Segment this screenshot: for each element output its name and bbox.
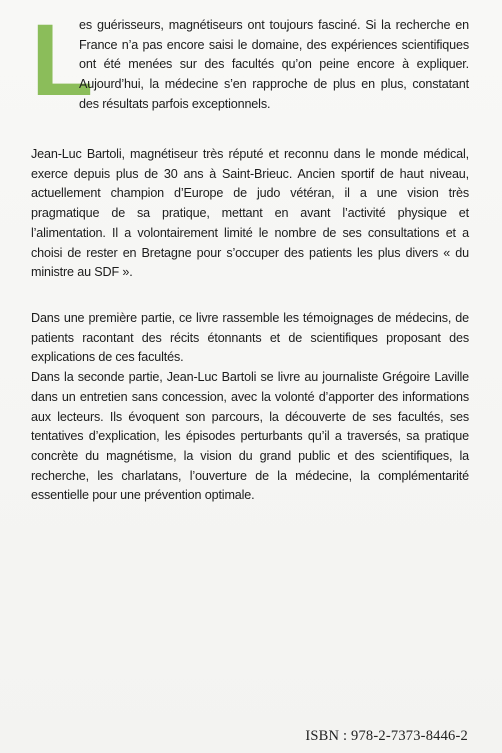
intro-text: es guérisseurs, magnétiseurs ont toujours fasciné. Si la recherche en France n’a pas encore saisi le domaine, des expériences scientifiques ont été menées sur des facultés qu’on peine encore à expliquer. Aujourd’hui, la médecine s’en rapproche de plus en plus, constatant des résultats parfois exceptionnels. (79, 18, 469, 111)
author-text: Jean-Luc Bartoli, magnétiseur très réputé et reconnu dans le monde médical, exerce depuis plus de 30 ans à Saint-Brieuc. Ancien sportif de haut niveau, actuellement champion d’Europe de judo vétéran, il a une vision très pragmatique de sa pratique, mettant en avant l’activité physique et l’alimentation. Il a volontairement limité le nombre de ses consultations et a choisi de rester en Bretagne pour s’occuper des patients les plus divers « du ministre au SDF ». (31, 147, 469, 280)
isbn-number: ISBN : 978-2-7373-8446-2 (305, 728, 468, 744)
intro-paragraph (31, 3, 469, 117)
part-two-paragraph: Dans la seconde partie, Jean-Luc Bartoli se livre au journaliste Grégoire Laville dans un entretien sans concession, avec la volonté d’apporter des informations aux lecteurs. Ils évoquent son parcours, la découverte de ses facultés, ses tentatives d’explication, les épisodes perturbants qu’il a traversés, sa pratique concrète du magnétisme, la vision du grand public et des scientifiques, la recherche, les charlatans, l’ouverture de la médecine, la complémentarité essentielle pour une prévention optimale. (31, 370, 469, 503)
author-paragraph (31, 145, 469, 283)
drop-cap-letter: L (31, 3, 94, 117)
part-one-paragraph: Dans une première partie, ce livre rassemble les témoignages de médecins, de patients racontant des récits étonnants et de scientifiques proposant des explications de ces facultés. (31, 311, 469, 365)
contents-section (31, 309, 469, 506)
